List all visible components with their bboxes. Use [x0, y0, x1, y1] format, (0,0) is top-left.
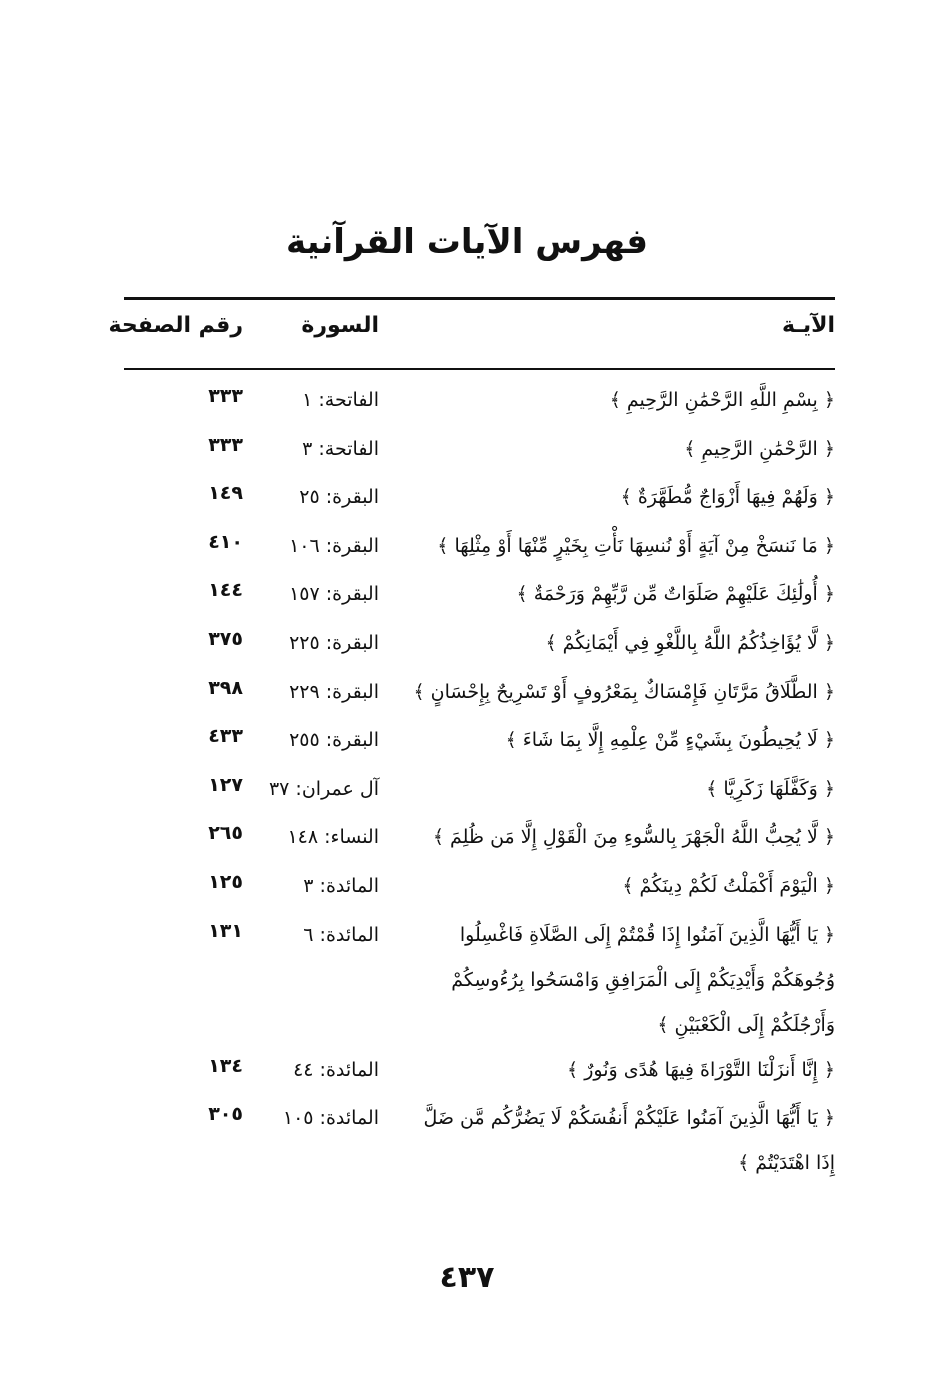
page-ref: ١٤٤: [208, 579, 243, 602]
page-ref: ٣٠٥: [208, 1103, 243, 1126]
header-page-number: رقم الصفحة: [108, 313, 243, 338]
surah-ref: الفاتحة: ٣: [302, 437, 379, 460]
table-row: [124, 475, 835, 524]
table-row: [124, 524, 835, 573]
page-ref: ٣٩٨: [208, 676, 243, 699]
page-ref: ١٤٩: [208, 482, 243, 505]
page-ref: ١٣٤: [208, 1054, 243, 1077]
table-row: [124, 913, 835, 1048]
table-row: [124, 621, 835, 670]
table-row: [124, 864, 835, 913]
surah-ref: آل عمران: ٣٧: [268, 777, 379, 800]
surah-ref: البقرة: ١٠٦: [289, 534, 379, 557]
ayah-text: ﴿ يَا أَيُّهَا الَّذِينَ آمَنُوا إِذَا قُمْتُمْ إِلَى الصَّلَاةِ فَاغْسِلُوا وُجُوهَكُمْ وَأَيْدِيَكُمْ إِلَى الْمَرَافِقِ وَامْسَحُوا بِرُءُوسِكُمْ وَأَرْجُلَكُمْ إِلَى الْكَعْبَيْنِ ﴾: [451, 923, 835, 1036]
surah-ref: البقرة: ٢٢٥: [289, 631, 379, 654]
ayah-text: ﴿ لَا يُحِيطُونَ بِشَيْءٍ مِّنْ عِلْمِهِ إِلَّا بِمَا شَاءَ ﴾: [505, 729, 835, 752]
table-header: [108, 313, 835, 357]
table-row: [124, 1048, 835, 1097]
page-ref: ١٣١: [208, 919, 243, 942]
page-ref: ٤١٠: [208, 530, 243, 553]
page-title: فهرس الآيات القرآنية: [285, 222, 649, 262]
ayah-text: ﴿ بِسْمِ اللَّهِ الرَّحْمَٰنِ الرَّحِيمِ ﴾: [609, 389, 835, 411]
table-row: [124, 670, 835, 719]
ayah-text: ﴿ وَكَفَّلَهَا زَكَرِيَّا ﴾: [706, 777, 835, 800]
surah-ref: البقرة: ٢٥٥: [289, 729, 379, 752]
ayah-text: ﴿ مَا نَنسَخْ مِنْ آيَةٍ أَوْ نُنسِهَا نَأْتِ بِخَيْرٍ مِّنْهَا أَوْ مِثْلِهَا ﴾: [437, 534, 835, 557]
ayah-text: ﴿ وَلَهُمْ فِيهَا أَزْوَاجٌ مُّطَهَّرَةٌ ﴾: [620, 486, 835, 509]
page-ref: ٢٦٥: [208, 822, 243, 845]
table-row: [124, 427, 835, 476]
page-ref: ١٢٥: [208, 870, 243, 893]
surah-ref: المائدة: ١٠٥: [282, 1107, 379, 1130]
top-rule: [124, 297, 835, 300]
surah-ref: المائدة: ٤٤: [293, 1058, 379, 1081]
page-ref: ٣٣٣: [208, 433, 243, 456]
table-row: [124, 815, 835, 864]
ayah-text: ﴿ إِنَّا أَنزَلْنَا التَّوْرَاةَ فِيهَا هُدًى وَنُورٌ ﴾: [567, 1058, 835, 1081]
page-ref: ٤٣٣: [208, 725, 243, 748]
ayah-text: ﴿ لَّا يُحِبُّ اللَّهُ الْجَهْرَ بِالسُّوءِ مِنَ الْقَوْلِ إِلَّا مَن ظُلِمَ ﴾: [432, 826, 835, 849]
page-ref: ١٢٧: [208, 773, 243, 796]
table-row: [124, 378, 835, 427]
header-ayah: الآيـة: [781, 313, 835, 338]
ayah-text: ﴿ أُولَٰئِكَ عَلَيْهِمْ صَلَوَاتٌ مِّن رَّبِّهِمْ وَرَحْمَةٌ ﴾: [516, 583, 835, 606]
ayah-text: ﴿ لَّا يُؤَاخِذُكُمُ اللَّهُ بِاللَّغْوِ فِي أَيْمَانِكُمْ ﴾: [545, 631, 835, 654]
table-row: [124, 767, 835, 816]
header-rule: [124, 368, 835, 370]
header-surah: السورة: [301, 313, 379, 338]
surah-ref: البقرة: ١٥٧: [289, 583, 379, 606]
ayah-text: ﴿ الطَّلَاقُ مَرَّتَانِ فَإِمْسَاكٌ بِمَعْرُوفٍ أَوْ تَسْرِيحٌ بِإِحْسَانٍ ﴾: [413, 680, 835, 703]
surah-ref: الفاتحة: ١: [302, 389, 379, 411]
page-ref: ٣٧٥: [208, 627, 243, 650]
table-row: [124, 1096, 835, 1186]
page-number: ٤٣٧: [439, 1260, 495, 1295]
ayah-text: ﴿ الرَّحْمَٰنِ الرَّحِيمِ ﴾: [684, 437, 835, 460]
page-ref: ٣٣٣: [208, 385, 243, 407]
ayah-text: ﴿ الْيَوْمَ أَكْمَلْتُ لَكُمْ دِينَكُمْ ﴾: [622, 874, 835, 897]
ayah-text: ﴿ يَا أَيُّهَا الَّذِينَ آمَنُوا عَلَيْكُمْ أَنفُسَكُمْ لَا يَضُرُّكُم مَّن ضَلَّ إِذَا اهْتَدَيْتُمْ ﴾: [423, 1107, 835, 1175]
surah-ref: البقرة: ٢٢٩: [289, 680, 379, 703]
table-row: [124, 572, 835, 621]
table-body: [124, 378, 835, 1186]
surah-ref: البقرة: ٢٥: [299, 486, 379, 509]
table-row: [124, 718, 835, 767]
surah-ref: النساء: ١٤٨: [287, 826, 379, 849]
surah-ref: المائدة: ٣: [303, 874, 379, 897]
surah-ref: المائدة: ٦: [303, 923, 379, 946]
